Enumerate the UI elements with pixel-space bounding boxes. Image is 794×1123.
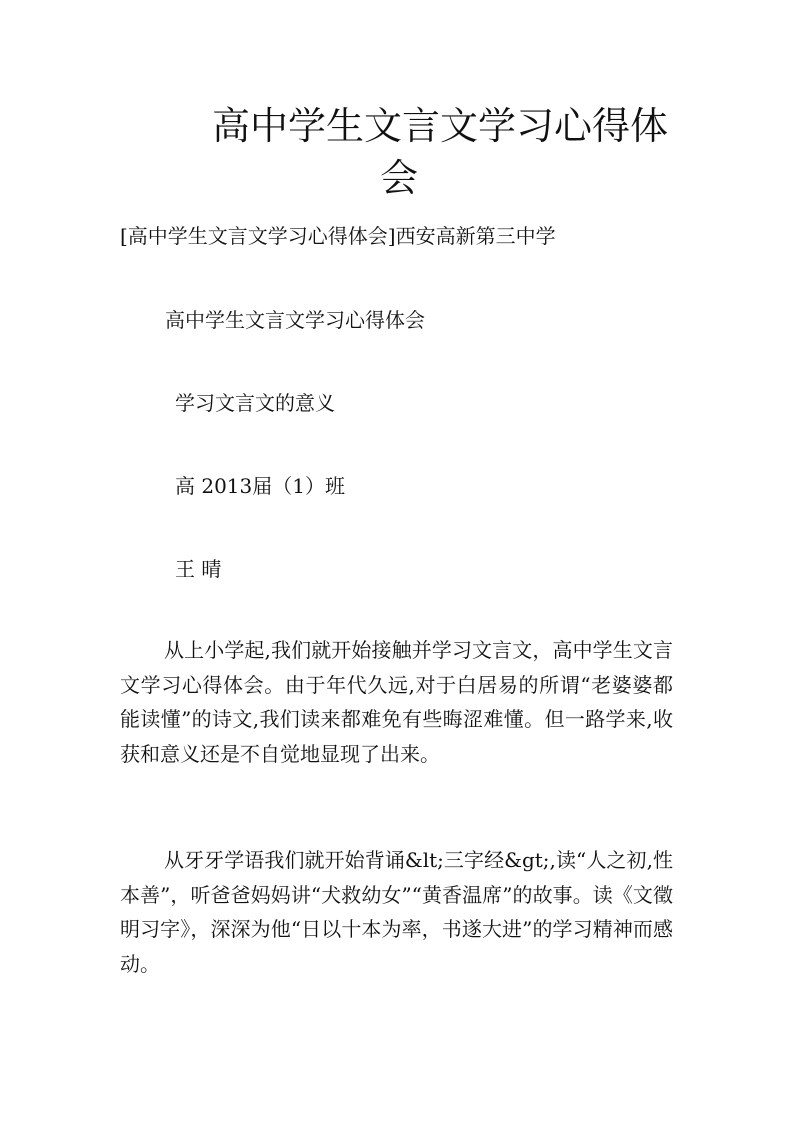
body-paragraph-1: 从上小学起,我们就开始接触并学习文言文，高中学生文言文学习心得体会。由于年代久远,对于白居易的所谓“老婆婆都能读懂”的诗文,我们读来都难免有些晦涩难懂。但一路学来,收获和意义还是不自觉地显现了出来。	[120, 638, 673, 766]
document-title	[0, 100, 794, 204]
title-line-1: 高中学生文言文学习心得体	[212, 104, 669, 148]
body-paragraph-2: 从牙牙学语我们就开始背诵&lt;三字经&gt;,读“人之初,性本善”，听爸爸妈妈讲“犬救幼女”“黄香温席”的故事。读《文徵明习字》，深深为他“日以十本为率，书遂大进”的学习精神而感动。	[120, 848, 673, 976]
essay-heading: 学习文言文的意义	[175, 391, 335, 415]
essay-title: 高中学生文言文学习心得体会	[165, 308, 425, 332]
title-line-2: 会	[380, 156, 419, 200]
author-name: 王 晴	[175, 557, 222, 581]
subtitle: [高中学生文言文学习心得体会]西安高新第三中学	[120, 224, 556, 248]
class-info: 高 2013届（1）班	[175, 474, 345, 498]
